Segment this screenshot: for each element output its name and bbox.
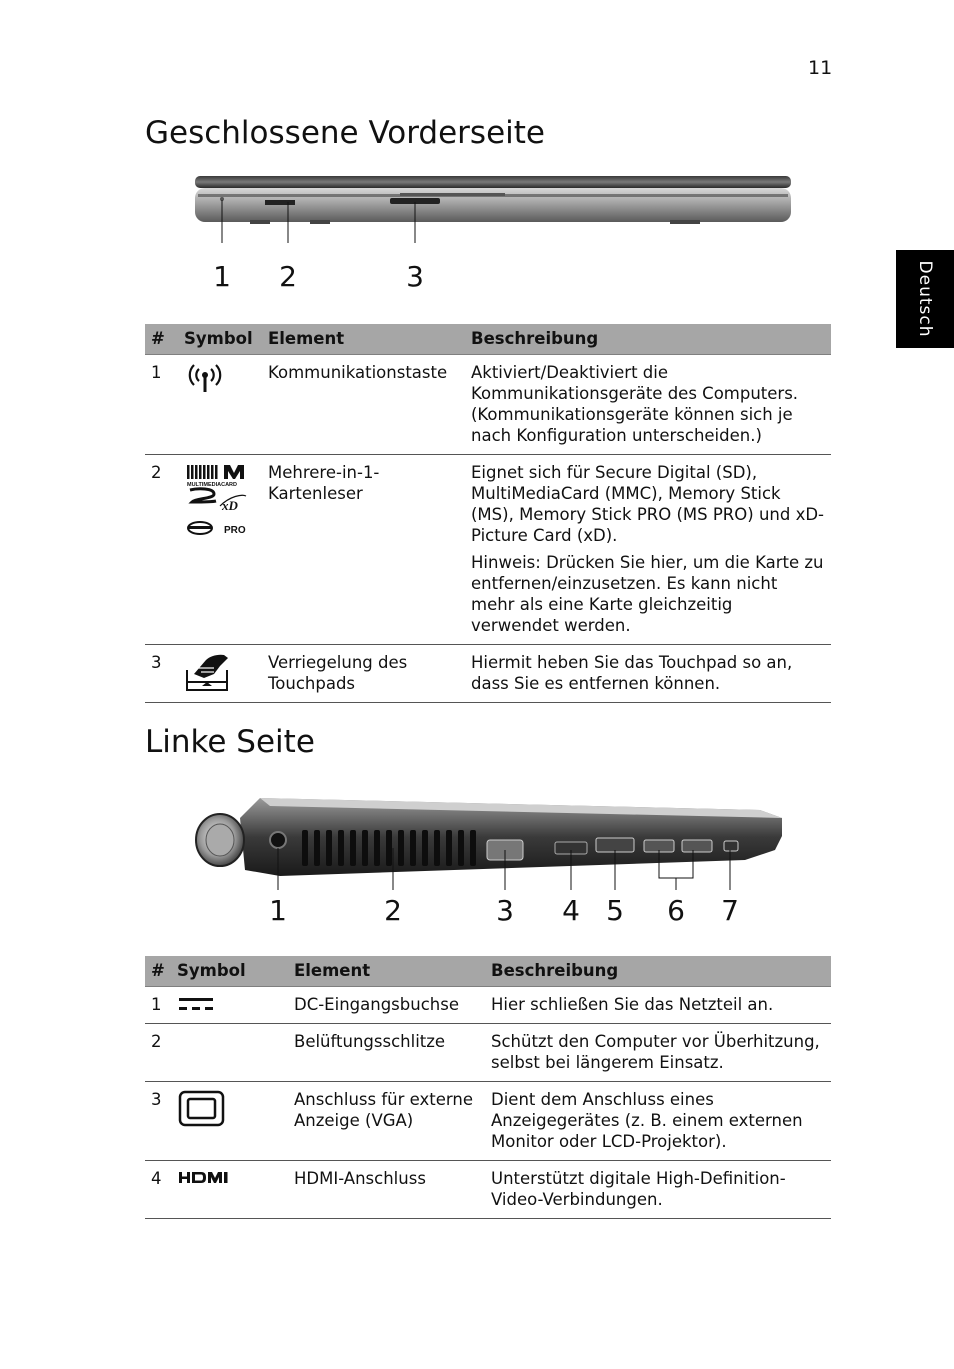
col-header-element: Element xyxy=(262,324,465,355)
left-side-spec-table xyxy=(145,956,831,1219)
col-header-symbol: Symbol xyxy=(178,324,262,355)
row-element: Kommunikationstaste xyxy=(262,355,465,455)
row-symbol xyxy=(171,1161,288,1219)
row-element: DC-Eingangsbuchse xyxy=(288,987,485,1024)
front-callout-1: 1 xyxy=(213,260,231,293)
table-header-row xyxy=(145,956,831,987)
row-symbol xyxy=(171,1024,288,1082)
note-label: Hinweis: xyxy=(471,553,541,572)
col-header-num: # xyxy=(145,956,171,987)
table-header-row xyxy=(145,324,831,355)
row-note xyxy=(471,552,825,636)
table-row xyxy=(145,645,831,703)
table-row xyxy=(145,355,831,455)
section-title-left: Linke Seite xyxy=(145,724,315,760)
svg-text:xD: xD xyxy=(222,498,238,513)
row-element: HDMI-Anschluss xyxy=(288,1161,485,1219)
row-description: Dient dem Anschluss eines Anzeigegerätes (z. B. einem externen Monitor oder LCD-Projektor). xyxy=(485,1082,831,1161)
mspro-logo-text: PRO xyxy=(224,525,246,536)
dc-power-icon xyxy=(177,994,217,1014)
row-element: Verriegelung des Touchpads xyxy=(262,645,465,703)
card-reader-logos-icon xyxy=(184,462,250,540)
laptop-front-image xyxy=(190,170,800,245)
side-callout-5: 5 xyxy=(606,894,624,927)
col-header-element: Element xyxy=(288,956,485,987)
table-row xyxy=(145,987,831,1024)
row-description: Aktiviert/Deaktiviert die Kommunikationsgeräte des Computers. (Kommunikationsgeräte können sich je nach Konfiguration unterscheiden.) xyxy=(465,355,831,455)
side-callout-4: 4 xyxy=(562,894,580,927)
row-description: Hier schließen Sie das Netzteil an. xyxy=(485,987,831,1024)
table-row xyxy=(145,1082,831,1161)
note-text: Drücken Sie hier, um die Karte zu entfernen/einzusetzen. Es kann nicht mehr als eine Karte gleichzeitig verwendet werden. xyxy=(471,553,824,635)
row-element: Mehrere-in-1-Kartenleser xyxy=(262,455,465,645)
page-number: 11 xyxy=(808,57,833,79)
row-symbol xyxy=(178,355,262,455)
front-callout-3: 3 xyxy=(406,260,424,293)
language-tab-label: Deutsch xyxy=(915,260,935,338)
row-symbol xyxy=(171,1082,288,1161)
row-description: Unterstützt digitale High-Definition-Video-Verbindungen. xyxy=(485,1161,831,1219)
section-title-front: Geschlossene Vorderseite xyxy=(145,115,545,151)
row-number: 2 xyxy=(145,1024,171,1082)
table-row xyxy=(145,1161,831,1219)
row-symbol xyxy=(171,987,288,1024)
table-row xyxy=(145,1024,831,1082)
vga-monitor-icon xyxy=(177,1089,227,1129)
wireless-communication-icon xyxy=(184,362,226,394)
row-number: 1 xyxy=(145,355,178,455)
touchpad-lock-icon xyxy=(184,652,234,694)
row-number: 3 xyxy=(145,645,178,703)
side-callout-1: 1 xyxy=(269,894,287,927)
row-element: Anschluss für externe Anzeige (VGA) xyxy=(288,1082,485,1161)
side-callout-6: 6 xyxy=(667,894,685,927)
side-callout-2: 2 xyxy=(384,894,402,927)
side-callout-3: 3 xyxy=(496,894,514,927)
row-description: Hiermit heben Sie das Touchpad so an, dass Sie es entfernen können. xyxy=(465,645,831,703)
row-description-text: Eignet sich für Secure Digital (SD), MultiMediaCard (MMC), Memory Stick (MS), Memory Stick PRO (MS PRO) und xD-Picture Card (xD). xyxy=(471,463,825,545)
row-number: 1 xyxy=(145,987,171,1024)
laptop-left-side-image xyxy=(190,788,790,893)
col-header-num: # xyxy=(145,324,178,355)
row-symbol xyxy=(178,645,262,703)
hdmi-icon xyxy=(177,1168,237,1188)
col-header-symbol: Symbol xyxy=(171,956,288,987)
row-number: 2 xyxy=(145,455,178,645)
row-number: 4 xyxy=(145,1161,171,1219)
row-element: Belüftungsschlitze xyxy=(288,1024,485,1082)
side-callout-7: 7 xyxy=(721,894,739,927)
row-number: 3 xyxy=(145,1082,171,1161)
language-tab xyxy=(896,250,954,348)
table-row xyxy=(145,455,831,645)
col-header-description: Beschreibung xyxy=(485,956,831,987)
row-description xyxy=(465,455,831,645)
mmc-logo-text: MULTIMEDIACARD xyxy=(187,482,238,488)
row-symbol xyxy=(178,455,262,645)
front-spec-table xyxy=(145,324,831,703)
front-callout-2: 2 xyxy=(279,260,297,293)
col-header-description: Beschreibung xyxy=(465,324,831,355)
row-description: Schützt den Computer vor Überhitzung, selbst bei längerem Einsatz. xyxy=(485,1024,831,1082)
